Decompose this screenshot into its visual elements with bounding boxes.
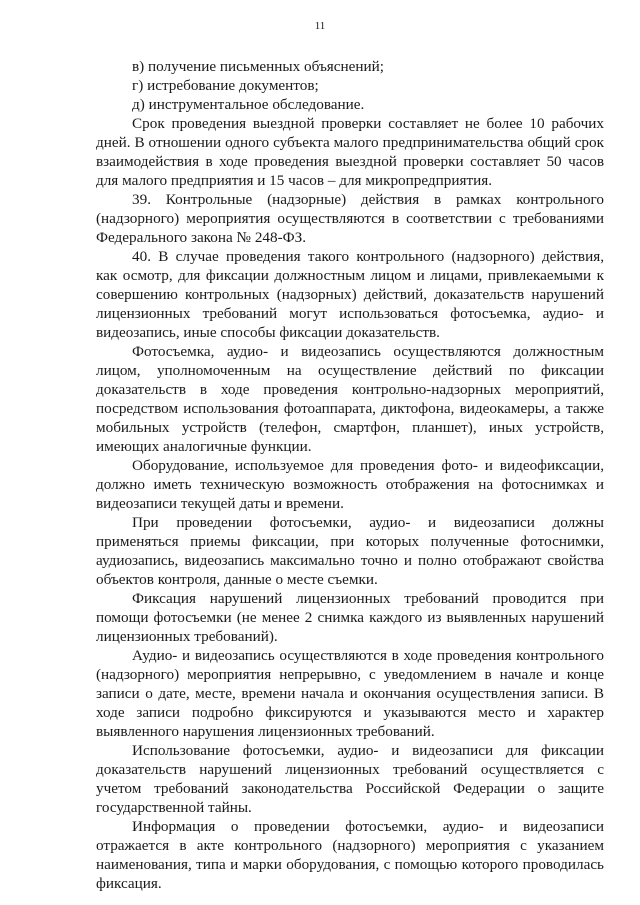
paragraph-state-secret: Использование фотосъемки, аудио- и видеозаписи для фиксации доказательств нарушений лицензионных требований осуществляется с учетом требований законодательства Российской Федерации о защите государственной тайны. (96, 742, 604, 816)
list-item-v: в) получение письменных объяснений; (132, 58, 385, 75)
page-number: 11 (314, 20, 326, 32)
paragraph-inspection-term: Срок проведения выездной проверки составляет не более 10 рабочих дней. В отношении одного субъекта малого предпринимательства общий срок взаимодействия в ходе проведения выездной проверки составляет 50 часов для малого предприятия и 15 часов – для микропредприятия. (96, 115, 604, 189)
list-item-g: г) истребование документов; (132, 77, 319, 94)
paragraph-40: 40. В случае проведения такого контрольного (надзорного) действия, как осмотр, для фиксации должностным лицом и лицами, привлекаемыми к совершению контрольных (надзорных) действий, доказательств нарушений лицензионных требований могут использоваться фотосъемка, аудио- и видеозапись, иные способы фиксации доказательств. (96, 248, 604, 341)
list-item-d: д) инструментальное обследование. (132, 96, 365, 113)
paragraph-violation-fixation: Фиксация нарушений лицензионных требований проводится при помощи фотосъемки (не менее 2 снимка каждого из выявленных нарушений лицензионных требований). (96, 590, 604, 645)
paragraph-equipment: Оборудование, используемое для проведения фото- и видеофиксации, должно иметь техническую возможность отображения на фотоснимках и видеозаписи текущей даты и времени. (96, 457, 604, 512)
paragraph-39: 39. Контрольные (надзорные) действия в рамках контрольного (надзорного) мероприятия осуществляются в соответствии с требованиями Федерального закона № 248-ФЗ. (96, 191, 604, 246)
paragraph-continuous-recording: Аудио- и видеозапись осуществляются в ходе проведения контрольного (надзорного) мероприятия непрерывно, с уведомлением в начале и конце записи о дате, месте, времени начала и окончания осуществления записи. В ходе записи подробно фиксируются и указываются место и характер выявленного нарушения лицензионных требований. (96, 647, 604, 740)
paragraph-recording-methods: При проведении фотосъемки, аудио- и видеозаписи должны применяться приемы фиксации, при которых полученные фотоснимки, аудиозапись, видеозапись максимально точно и полно отображают свойства объектов контроля, данные о месте съемки. (96, 514, 604, 588)
paragraph-act-information: Информация о проведении фотосъемки, аудио- и видеозаписи отражается в акте контрольного (надзорного) мероприятия с указанием наименования, типа и марки оборудования, с помощью которого проводилась фиксация. (96, 818, 604, 892)
document-body (96, 57, 604, 893)
paragraph-photo-recording: Фотосъемка, аудио- и видеозапись осуществляются должностным лицом, уполномоченным на осуществление действий по фиксации доказательств в ходе проведения контрольно-надзорных мероприятий, посредством использования фотоаппарата, диктофона, видеокамеры, а также мобильных устройств (телефон, смартфон, планшет), иных устройств, имеющих аналогичные функции. (96, 343, 604, 455)
